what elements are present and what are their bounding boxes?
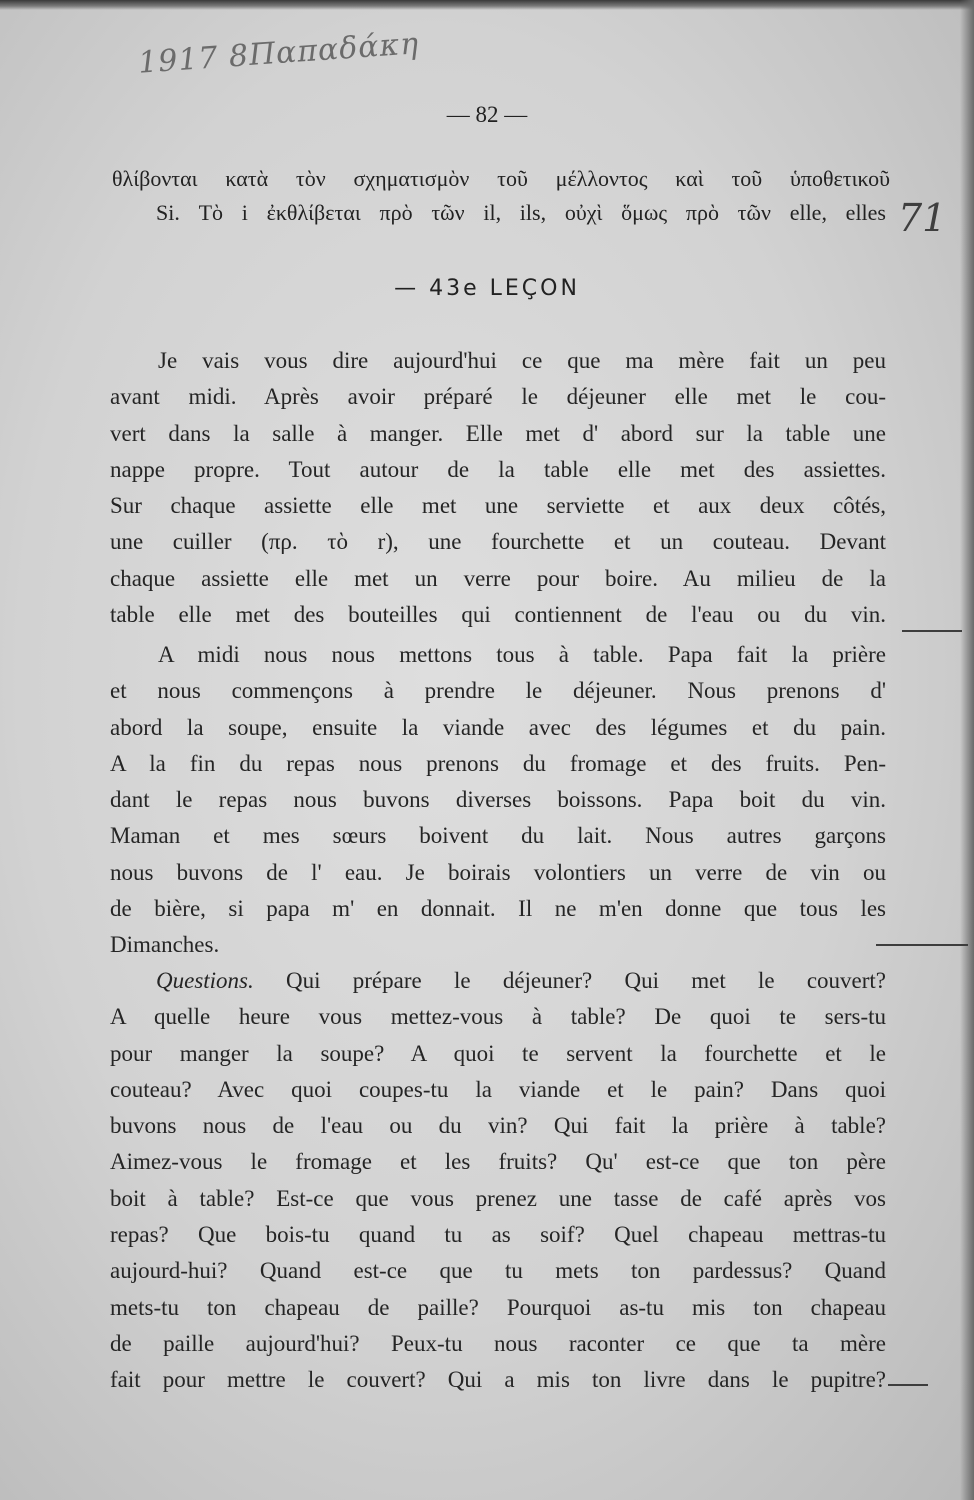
- question-line: de paille aujourd'hui? Peux-tu nous raconter ce que ta mère: [110, 1330, 886, 1356]
- text-line: et nous commençons à prendre le déjeuner. Nous prenons d': [110, 678, 886, 704]
- questions-first-line: [110, 963, 886, 999]
- pencil-mark: [876, 944, 968, 946]
- lesson-paragraph: [110, 343, 886, 633]
- text-line: table elle met des bouteilles qui contiennent de l'eau ou du vin.: [110, 602, 886, 628]
- question-line: couteau? Avec quoi coupes-tu la viande et le pain? Dans quoi: [110, 1076, 886, 1102]
- text-line: A midi nous nous mettons tous à table. Papa fait la prière: [158, 642, 886, 667]
- text-line: nous buvons de l' eau. Je boirais volontiers un verre de vin ou: [110, 859, 886, 885]
- questions-first-text: Qui prépare le déjeuner? Qui met le couvert?: [286, 968, 886, 993]
- question-line: repas? Que bois-tu quand tu as soif? Quel chapeau mettras-tu: [110, 1222, 886, 1248]
- text-line: avant midi. Après avoir préparé le déjeuner elle met le cou-: [110, 384, 886, 410]
- text-line: de bière, si papa m' en donnait. Il ne m'en donne que tous les: [110, 896, 886, 922]
- pencil-mark: [888, 1384, 928, 1386]
- text-line: A la fin du repas nous prenons du fromage et des fruits. Pen-: [110, 750, 886, 776]
- question-line: mets-tu ton chapeau de paille? Pourquoi as-tu mis ton chapeau: [110, 1294, 886, 1320]
- question-line: A quelle heure vous mettez-vous à table? De quoi te sers-tu: [110, 1004, 886, 1030]
- text-line: dant le repas nous buvons diverses boissons. Papa boit du vin.: [110, 787, 886, 813]
- text-line: chaque assiette elle met un verre pour boire. Au milieu de la: [110, 565, 886, 591]
- question-line: pour manger la soupe? A quoi te servent la fourchette et le: [110, 1040, 886, 1066]
- question-line: buvons nous de l'eau ou du vin? Qui fait la prière à table?: [110, 1113, 886, 1139]
- text-line: une cuiller (πρ. τὸ r), une fourchette et un couteau. Devant: [110, 529, 886, 555]
- text-line: Maman et mes sœurs boivent du lait. Nous autres garçons: [110, 823, 886, 849]
- page-right-edge: [960, 0, 974, 1500]
- question-line: fait pour mettre le couvert? Qui a mis ton livre dans le pupitre?: [110, 1367, 886, 1393]
- meal-paragraph: [110, 637, 886, 964]
- questions-paragraph: [110, 963, 886, 1399]
- text-line: Je vais vous dire aujourd'hui ce que ma mère fait un peu: [158, 348, 886, 373]
- greek-line-2: Si. Τὸ i ἐκθλίβεται πρὸ τῶν il, ils, οὐχὶ ὅμως πρὸ τῶν elle, elles: [156, 200, 886, 225]
- handwritten-margin-number: 71: [898, 196, 947, 240]
- text-line: vert dans la salle à manger. Elle met d' abord sur la table une: [110, 420, 886, 446]
- lesson-title: — 43e LEÇON: [394, 276, 580, 301]
- handwritten-note-top: 1917 8Παπαδάκη: [137, 26, 421, 81]
- question-line: Aimez-vous le fromage et les fruits? Qu' est-ce que ton père: [110, 1149, 886, 1175]
- text-line: abord la soupe, ensuite la viande avec des légumes et du pain.: [110, 714, 886, 740]
- page-number: — 82 —: [446, 102, 528, 127]
- text-line: Sur chaque assiette elle met une serviette et aux deux côtés,: [110, 493, 886, 519]
- question-line: aujourd-hui? Quand est-ce que tu mets ton pardessus? Quand: [110, 1258, 886, 1284]
- pencil-mark: [902, 630, 962, 632]
- questions-label: Questions.: [156, 968, 254, 993]
- question-line: boit à table? Est-ce que vous prenez une tasse de café après vos: [110, 1185, 886, 1211]
- text-line: nappe propre. Tout autour de la table elle met des assiettes.: [110, 456, 886, 482]
- text-line: Dimanches.: [110, 932, 220, 958]
- page-top-edge: [0, 0, 974, 10]
- greek-line-1: θλίβονται κατὰ τὸν σχηματισμὸν τοῦ μέλλοντος καὶ τοῦ ὑποθετικοῦ: [112, 166, 890, 191]
